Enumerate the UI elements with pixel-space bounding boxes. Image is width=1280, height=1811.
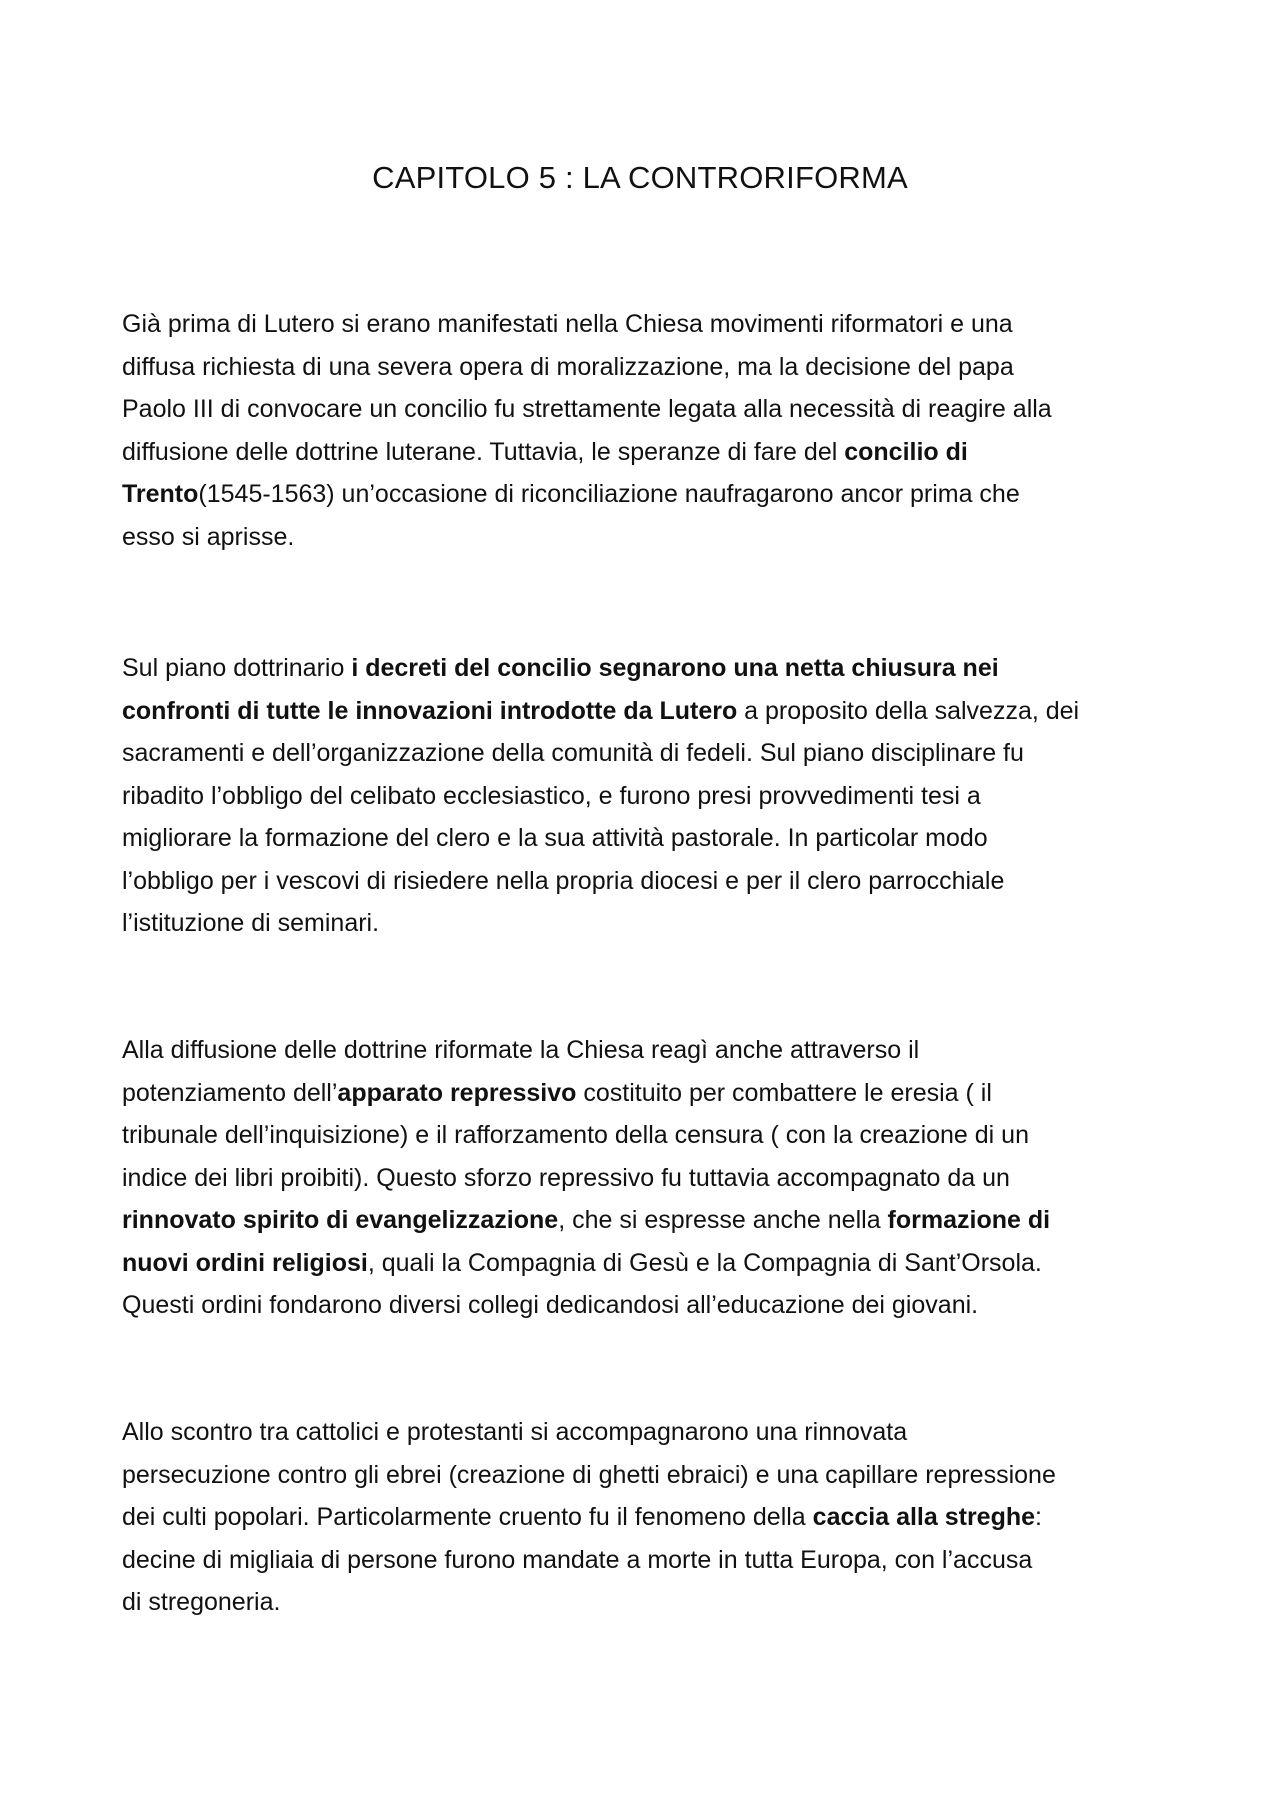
text-segment: , che si espresse anche nella xyxy=(558,1206,888,1234)
text-line xyxy=(122,473,1172,516)
bold-text-segment: nuovi ordini religiosi xyxy=(122,1248,368,1277)
text-line xyxy=(122,860,1172,903)
text-segment: diffusione delle dottrine luterane. Tuttavia, le speranze di fare del xyxy=(122,437,845,466)
paragraph-caccia-alle-streghe xyxy=(122,1411,1172,1624)
text-segment: esso si aprisse. xyxy=(122,522,295,551)
text-segment: diffusa richiesta di una severa opera di moralizzazione, ma la decisione del papa xyxy=(122,352,1014,381)
bold-text-segment: caccia alla streghe xyxy=(812,1503,1036,1531)
text-line xyxy=(122,690,1172,733)
text-segment: (1545-1563) un’occasione di riconciliazione naufragarono ancor prima che xyxy=(198,480,1020,508)
bold-text-segment: concilio di xyxy=(844,437,968,466)
text-line xyxy=(122,1072,1172,1115)
text-segment: l’istituzione di seminari. xyxy=(122,909,380,937)
bold-text-segment: confronti di tutte le innovazioni introdotte da Lutero xyxy=(122,696,738,725)
text-segment: , quali la Compagnia di Gesù e la Compagnia di Sant’Orsola. xyxy=(367,1248,1042,1277)
text-line xyxy=(122,303,1172,346)
bold-text-segment: i decreti del concilio segnarono una netta chiusura nei xyxy=(351,654,999,682)
text-line xyxy=(122,1411,1172,1454)
text-segment: Sul piano dottrinario xyxy=(122,654,352,682)
text-line xyxy=(122,346,1172,389)
bold-text-segment: Trento xyxy=(122,480,199,508)
text-segment: dei culti popolari. Particolarmente cruento fu il fenomeno della xyxy=(122,1503,813,1531)
text-segment: persecuzione contro gli ebrei (creazione di ghetti ebraici) e una capillare repressione xyxy=(122,1460,1056,1489)
page-title: CAPITOLO 5 : LA CONTRORIFORMA xyxy=(372,160,908,195)
text-line xyxy=(122,1454,1172,1497)
text-segment: indice dei libri proibiti). Questo sforzo repressivo fu tuttavia accompagnato da un xyxy=(122,1163,1010,1192)
text-segment: sacramenti e dell’organizzazione della comunità di fedeli. Sul piano disciplinare fu xyxy=(122,739,1024,767)
text-line xyxy=(122,1242,1172,1285)
text-line xyxy=(122,1157,1172,1200)
text-line xyxy=(122,732,1172,775)
text-segment: : xyxy=(1035,1503,1042,1531)
text-line xyxy=(122,775,1172,818)
paragraph-apparato-repressivo xyxy=(122,1029,1172,1327)
bold-text-segment: apparato repressivo xyxy=(337,1078,577,1107)
text-segment: decine di migliaia di persone furono mandate a morte in tutta Europa, con l’accusa xyxy=(122,1545,1033,1574)
text-line xyxy=(122,1581,1172,1624)
text-segment: Paolo III di convocare un concilio fu strettamente legata alla necessità di reagire alla xyxy=(122,395,1052,423)
text-segment: ribadito l’obbligo del celibato ecclesiastico, e furono presi provvedimenti tesi a xyxy=(122,781,981,810)
text-segment: Già prima di Lutero si erano manifestati nella Chiesa movimenti riformatori e una xyxy=(122,310,1013,338)
text-line xyxy=(122,817,1172,860)
text-line xyxy=(122,902,1172,945)
text-segment: tribunale dell’inquisizione) e il rafforzamento della censura ( con la creazione di un xyxy=(122,1121,1029,1149)
paragraph-concilio-di-trento xyxy=(122,303,1172,558)
text-segment: costituito per combattere le eresia ( il xyxy=(576,1078,992,1107)
text-line xyxy=(122,388,1172,431)
text-line xyxy=(122,516,1172,559)
text-line xyxy=(122,1114,1172,1157)
bold-text-segment: formazione di xyxy=(887,1206,1051,1234)
text-line xyxy=(122,431,1172,474)
text-line xyxy=(122,1199,1172,1242)
text-line xyxy=(122,647,1172,690)
text-segment: l’obbligo per i vescovi di risiedere nella propria diocesi e per il clero parrocchiale xyxy=(122,866,1005,895)
text-line xyxy=(122,1496,1172,1539)
text-segment: Alla diffusione delle dottrine riformate la Chiesa reagì anche attraverso il xyxy=(122,1036,920,1064)
text-line xyxy=(122,1029,1172,1072)
text-segment: Allo scontro tra cattolici e protestanti si accompagnarono una rinnovata xyxy=(122,1418,908,1446)
text-segment: a proposito della salvezza, dei xyxy=(737,696,1080,725)
text-line xyxy=(122,1284,1172,1327)
text-line xyxy=(122,1539,1172,1582)
text-segment: migliorare la formazione del clero e la sua attività pastorale. In particolar modo xyxy=(122,824,988,852)
bold-text-segment: rinnovato spirito di evangelizzazione xyxy=(122,1206,559,1234)
text-segment: di stregoneria. xyxy=(122,1588,281,1616)
paragraph-decreti-del-concilio xyxy=(122,647,1172,945)
text-segment: Questi ordini fondarono diversi collegi dedicandosi all’educazione dei giovani. xyxy=(122,1291,979,1319)
text-segment: potenziamento dell’ xyxy=(122,1078,338,1107)
